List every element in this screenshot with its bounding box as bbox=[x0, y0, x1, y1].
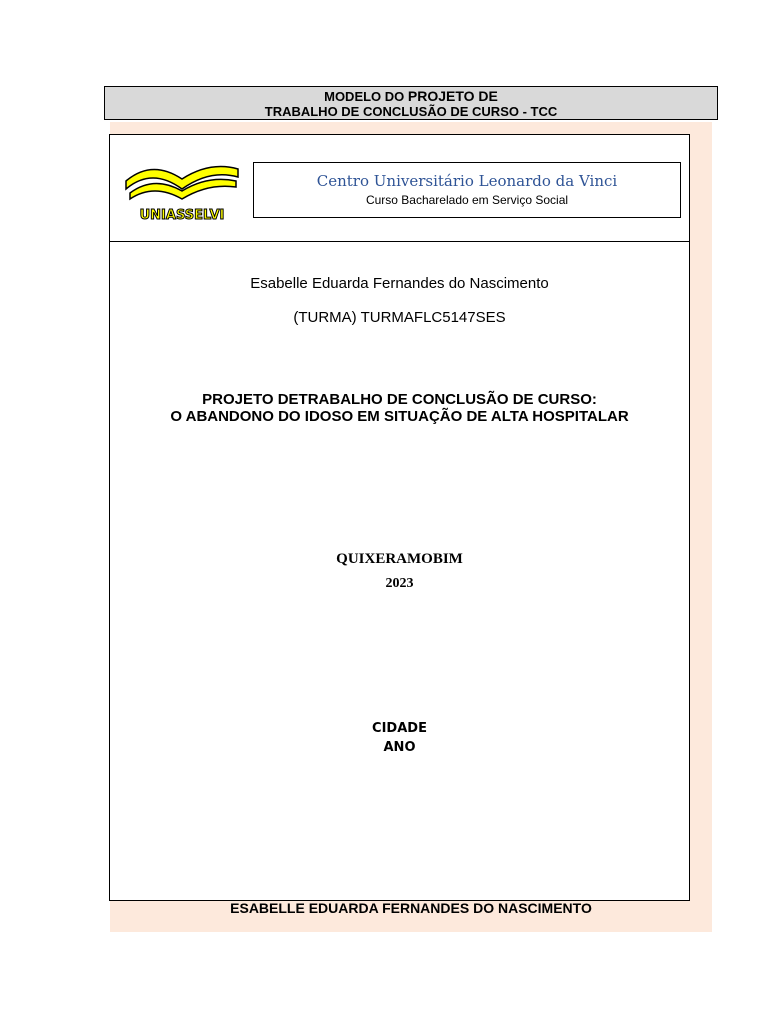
project-title-line-2: O ABANDONO DO IDOSO EM SITUAÇÃO DE ALTA HOSPITALAR bbox=[170, 408, 629, 425]
template-header bbox=[104, 86, 718, 120]
class-code: (TURMA) TURMAFLC5147SES bbox=[293, 309, 506, 326]
author-name: Esabelle Eduarda Fernandes do Nascimento bbox=[250, 275, 549, 292]
cover-page bbox=[109, 134, 690, 901]
city: QUIXERAMOBIM bbox=[336, 551, 463, 567]
footer-author-name: ESABELLE EDUARDA FERNANDES DO NASCIMENTO bbox=[230, 900, 592, 916]
project-title-line-1: PROJETO DETRABALHO DE CONCLUSÃO DE CURSO: bbox=[202, 391, 597, 408]
course-name: Curso Bacharelado em Serviço Social bbox=[365, 193, 569, 207]
project-title bbox=[110, 391, 689, 425]
header-line-1 bbox=[105, 89, 717, 104]
institution-box bbox=[253, 162, 681, 218]
year-placeholder: ANO bbox=[383, 740, 416, 755]
logo-text: UNIASSELVI bbox=[139, 208, 225, 223]
logo-row bbox=[110, 135, 689, 242]
city-year-placeholder bbox=[110, 719, 689, 757]
header-line-2: TRABALHO DE CONCLUSÃO DE CURSO - TCC bbox=[264, 104, 558, 119]
uniasselvi-logo bbox=[122, 161, 242, 223]
city-placeholder: CIDADE bbox=[372, 721, 427, 736]
year: 2023 bbox=[385, 576, 414, 591]
institution-name: Centro Universitário Leonardo da Vinci bbox=[316, 172, 618, 190]
header-line-1-emphasis: PROJETO DE bbox=[407, 88, 498, 104]
header-line-1-prefix: MODELO DO bbox=[324, 89, 408, 104]
